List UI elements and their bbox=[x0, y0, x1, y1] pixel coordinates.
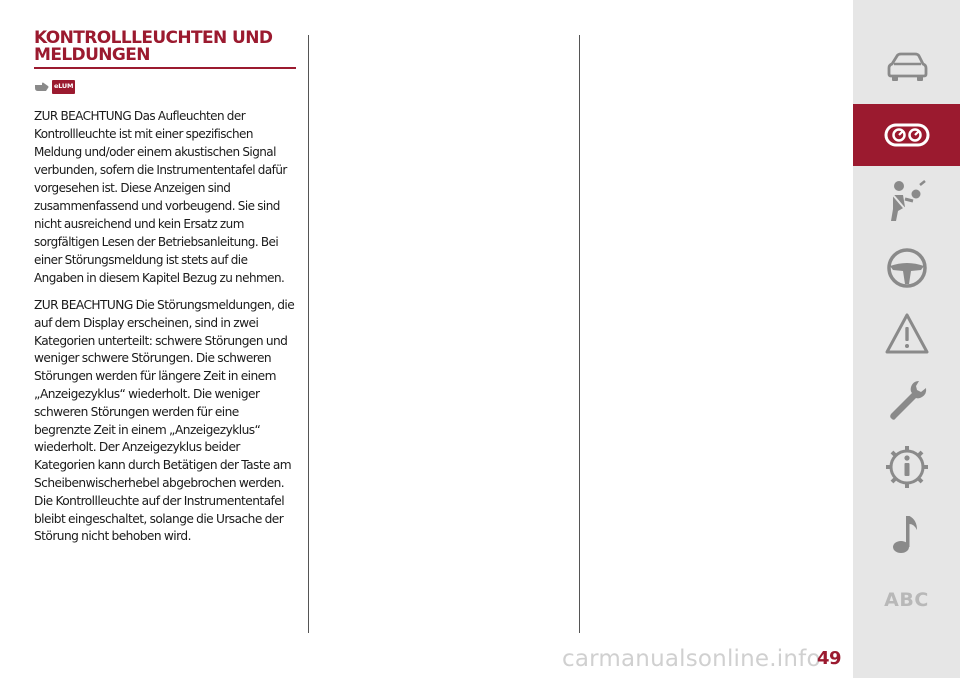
column-divider-right bbox=[579, 35, 580, 633]
sidebar-item-steering[interactable] bbox=[853, 237, 960, 299]
wrench-icon bbox=[883, 377, 931, 425]
title-underline bbox=[34, 67, 296, 69]
paragraph-1: ZUR BEACHTUNG Das Aufleuchten der Kontrollleuchte ist mit einer spezifischen Meldung und/oder einem akustischen Signal verbunden, sofern die Instrumententafel dafür vorgesehen ist. Diese Anzeigen sind zusammenfassend und vorbeugend. Sie sind nicht ausreichend und kein Ersatz zum sorgfältigen Lesen der Betriebsanleitung. Bei einer Störungsmeldung ist stets auf die Angaben in diesem Kapitel Bezug zu nehmen. bbox=[34, 109, 287, 285]
sidebar-item-warning[interactable] bbox=[853, 303, 960, 365]
watermark: carmanualsonline.info bbox=[562, 646, 821, 672]
sidebar-item-car[interactable] bbox=[853, 37, 960, 99]
symbol-row bbox=[34, 79, 298, 95]
sidebar-item-service[interactable] bbox=[853, 370, 960, 432]
car-icon bbox=[883, 44, 931, 92]
steering-wheel-icon bbox=[883, 244, 931, 292]
sidebar-item-safety[interactable] bbox=[853, 170, 960, 232]
sidebar-item-index[interactable] bbox=[853, 569, 960, 631]
index-abc-label: ABC bbox=[884, 589, 929, 611]
seatbelt-airbag-icon bbox=[883, 177, 931, 225]
elum-badge: eLUM bbox=[52, 80, 75, 94]
section-title-line2: MELDUNGEN bbox=[34, 45, 150, 65]
pointing-hand-icon bbox=[34, 82, 50, 92]
warning-triangle-icon bbox=[883, 310, 931, 358]
music-note-icon bbox=[883, 510, 931, 558]
section-title bbox=[34, 30, 298, 64]
info-gear-icon bbox=[883, 443, 931, 491]
page-number: 49 bbox=[817, 648, 842, 669]
sidebar-item-info[interactable] bbox=[853, 436, 960, 498]
text-column bbox=[34, 30, 298, 546]
sidebar-item-multimedia[interactable] bbox=[853, 503, 960, 565]
section-title-line1: KONTROLLLEUCHTEN UND bbox=[34, 28, 273, 48]
paragraph-2: ZUR BEACHTUNG Die Störungsmeldungen, die auf dem Display erscheinen, sind in zwei Kategorien unterteilt: schwere Störungen und weniger schwere Störungen. Die schweren Störungen werden für längere Zeit in einem „Anzeigezyklus“ wiederholt. Die weniger schweren Störungen werden für eine begrenzte Zeit in einem „Anzeigezyklus“ wiederholt. Der Anzeigezyklus beider Kategorien kann durch Betätigen der Taste am Scheibenwischerhebel abgebrochen werden. Die Kontrollleuchte auf der Instrumententafel bleibt eingeschaltet, solange die Ursache der Störung nicht behoben wird. bbox=[34, 298, 295, 544]
sidebar-item-instrument-panel[interactable] bbox=[853, 104, 960, 166]
chapter-sidebar bbox=[853, 0, 960, 678]
column-divider-left bbox=[308, 35, 309, 633]
instrument-panel-icon bbox=[883, 111, 931, 159]
